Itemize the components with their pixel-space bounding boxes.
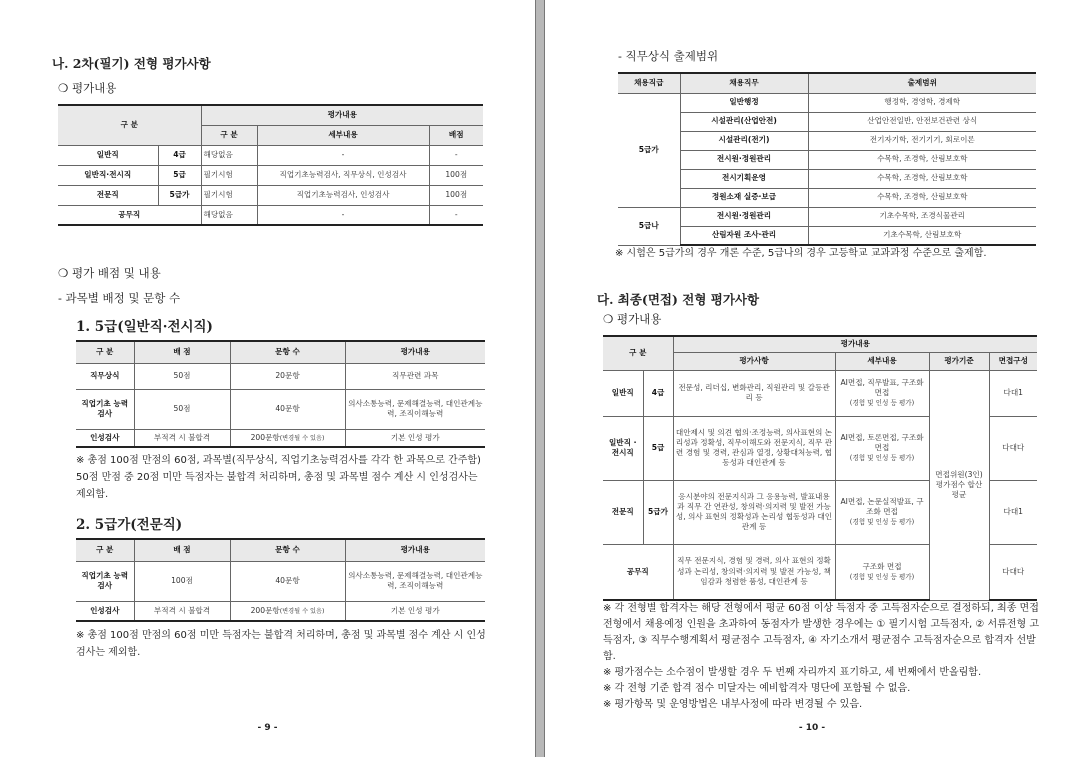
row-items: 응시분야의 전문지식과 그 응용능력, 발표내용과 직무 간 연관성, 창의력·의지력 및 발전 가능성, 의사 표현의 정확성과 논리성 협동성과 대인관계 등 [673,480,835,544]
scope-heading: - 직무상식 출제범위 [618,49,719,63]
table-row [58,165,483,185]
sub-header-score: 배점 [429,125,483,145]
row-count: 40문항 [230,561,345,601]
row-type: 해당없음 [201,145,257,165]
row-count: 20문항 [230,363,345,389]
row-grade: 4급 [643,370,673,416]
row-grade: 5급가 [643,480,673,544]
row-group: 일반직 [58,145,158,165]
header-count: 문항 수 [230,539,345,561]
row-content: 의사소통능력, 문제해결능력, 대인관계능력, 조직이해능력 [345,389,485,429]
scope-table [618,72,1036,246]
row-panel: 다대다 [989,416,1037,480]
count-value: 200문항 [250,605,280,615]
row-job: 정원소재 실증·보급 [680,188,808,207]
row-job: 시설관리(전기) [680,131,808,150]
table-row [76,363,485,389]
row-job: 시설관리(산업안전) [680,112,808,131]
table-row [618,112,1036,131]
row-items: 직무 전문지식, 경험 및 경력, 의사 표현의 정확성과 논리성, 창의력·의지력 및 발전 가능성, 책임감과 청렴한 품성, 대인관계 등 [673,544,835,600]
row-range: 기초수목학, 조경식물관리 [808,207,1036,226]
sub-header-gubun: 구 분 [201,125,257,145]
row-range: 산업안전일반, 안전보건관련 상식 [808,112,1036,131]
written-exam-table [58,104,483,226]
row-score: 100점 [134,561,230,601]
row-group: 일반직·전시직 [58,165,158,185]
row-items: 전문성, 리더십, 변화관리, 직원관리 및 갈등관리 등 [673,370,835,416]
row-group: 일반직 · 전시직 [603,416,643,480]
row-score: - [429,205,483,225]
detail-text: AI면접, 직무발표, 구조화 면접 [840,377,924,397]
count-value: 200문항 [250,432,280,442]
count-note: (변경될 수 있음) [279,434,325,442]
header-content: 평가내용 [345,341,485,363]
table-row [76,389,485,429]
table-row [618,188,1036,207]
row-count [230,429,345,447]
row-type: 필기시험 [201,165,257,185]
note-item: ※ 각 전형 기준 합격 점수 미달자는 예비합격자 명단에 포함될 수 없음. [603,683,911,694]
sub-header-panel: 면접구성 [989,352,1037,370]
header-content: 평가내용 [345,539,485,561]
row-name: 인성검사 [76,429,134,447]
row-detail [835,416,929,480]
row-items: 대안제시 및 의견 협의·조정능력, 의사표현의 논리성과 정확성, 직무이해도와 전문지식, 직무 관련 경험 및 경력, 관심과 열정, 상황대처능력, 협동성과 대인관계 등 [673,416,835,480]
table-row [618,150,1036,169]
row-panel: 다대다 [989,544,1037,600]
row-score: - [429,145,483,165]
content-heading: ❍ 평가내용 [58,81,117,95]
detail-note: (경험 및 인성 등 평가) [849,399,915,408]
row-panel: 다대1 [989,480,1037,544]
row-score: 100점 [429,185,483,205]
sub-header-items: 평가사항 [673,352,835,370]
section1-title: 1. 5급(일반직·전시직) [76,319,213,335]
row-group: 전문직 [58,185,158,205]
section-title-interview: 다. 최종(면접) 전형 평가사항 [597,292,760,307]
row-score: 100점 [429,165,483,185]
row-job: 일반행정 [680,93,808,112]
header-gubun: 구 분 [58,105,201,145]
note-item: ※ 각 전형별 합격자는 해당 전형에서 평균 60점 이상 득점자 중 고득점자순으로 결정하되, 최종 면접전형에서 채용예정 인원을 초과하여 동점자가 발생한 경우에는 ① 필기시험 고득점자, ② 서류전형 고득점자, ③ 직무수행계획서 평균점수 고득점자, ④ 자기소개서 평균점수 고득점자순으로 합격자 선발함. [603,603,1039,662]
detail-note: (경험 및 인성 등 평가) [849,572,915,581]
page-number: - 10 - [798,723,826,733]
row-name: 직무상식 [76,363,134,389]
section2-title: 2. 5급가(전문직) [76,517,183,533]
row-content: 기본 인성 평가 [345,429,485,447]
row-job: 전시원·정원관리 [680,150,808,169]
criteria-cell: 면접위원(3인) 평가점수 합산 평균 [929,370,989,600]
table-row [618,226,1036,245]
interview-table [603,335,1037,601]
row-detail: - [257,205,429,225]
row-score: 부적격 시 불합격 [134,601,230,621]
header-eval: 평가내용 [673,336,1037,352]
row-group: 공무직 [603,544,673,600]
grade-cell: 5급가 [618,93,680,207]
row-grade: 5급 [158,165,201,185]
header-eval: 평가내용 [201,105,483,125]
row-job: 전시원·정원관리 [680,207,808,226]
detail-note: (경험 및 인성 등 평가) [849,518,915,527]
detail-note: (경험 및 인성 등 평가) [849,454,915,463]
row-count [230,601,345,621]
section-title-written: 나. 2차(필기) 전형 평가사항 [52,56,211,71]
header-job: 채용직무 [680,73,808,93]
table-row [603,370,1037,416]
score-table-5grade-ga [76,538,485,622]
row-group: 전문직 [603,480,643,544]
row-range: 기초수목학, 산림보호학 [808,226,1036,245]
row-name: 인성검사 [76,601,134,621]
table-row [618,169,1036,188]
row-group: 공무직 [58,205,201,225]
interview-notes [603,601,1043,713]
count-note: (변경될 수 있음) [279,607,325,615]
table-row [58,205,483,225]
row-score: 50점 [134,363,230,389]
row-job: 전시기획운영 [680,169,808,188]
row-job: 산림자원 조사·관리 [680,226,808,245]
table-row [76,561,485,601]
grade-cell: 5급나 [618,207,680,245]
row-panel: 다대1 [989,370,1037,416]
allocation-heading: ❍ 평가 배점 및 내용 [58,266,161,280]
header-gubun: 구 분 [76,341,134,363]
page-10 [545,0,1079,757]
row-type: 해당없음 [201,205,257,225]
header-score: 배 점 [134,341,230,363]
detail-text: AI면접, 토론면접, 구조화 면접 [840,432,924,452]
score-table-5grade [76,340,485,448]
table-row [58,185,483,205]
header-grade: 채용직급 [618,73,680,93]
table-row [58,145,483,165]
row-range: 수목학, 조경학, 산림보호학 [808,188,1036,207]
header-gubun: 구 분 [76,539,134,561]
page-number: - 9 - [257,723,278,733]
row-range: 행정학, 경영학, 경제학 [808,93,1036,112]
row-detail: 직업기초능력검사, 직무상식, 인성검사 [257,165,429,185]
sub-header-criteria: 평가기준 [929,352,989,370]
row-grade: 5급 [643,416,673,480]
row-detail [835,544,929,600]
row-count: 40문항 [230,389,345,429]
allocation-subheading: - 과목별 배정 및 문항 수 [58,291,181,305]
table-row [618,131,1036,150]
note-5grade-ga: ※ 총점 100점 만점의 60점 미만 득점자는 불합격 처리하며, 총점 및 과목별 점수 계산 시 인성검사는 제외함. [76,630,486,658]
row-detail [835,370,929,416]
row-type: 필기시험 [201,185,257,205]
row-content: 기본 인성 평가 [345,601,485,621]
scope-note: ※ 시험은 5급가의 경우 개론 수준, 5급나의 경우 고등학교 교과과정 수준으로 출제함. [615,248,987,259]
row-detail [835,480,929,544]
row-group: 일반직 [603,370,643,416]
table-row [618,207,1036,226]
row-name: 직업기초 능력검사 [76,389,134,429]
sub-header-detail: 세부내용 [835,352,929,370]
row-grade: 5급가 [158,185,201,205]
row-detail: - [257,145,429,165]
row-grade: 4급 [158,145,201,165]
table-row [76,429,485,447]
table-row [76,601,485,621]
page-9 [0,0,535,757]
table-row [618,93,1036,112]
row-range: 수목학, 조경학, 산림보호학 [808,150,1036,169]
sub-header-detail: 세부내용 [257,125,429,145]
header-count: 문항 수 [230,341,345,363]
note-item: ※ 평가항목 및 운영방법은 내부사정에 따라 변경될 수 있음. [603,699,863,710]
row-content: 직무관련 과목 [345,363,485,389]
header-score: 배 점 [134,539,230,561]
row-range: 전기자기학, 전기기기, 회로이론 [808,131,1036,150]
page-gutter [535,0,545,757]
row-score: 50점 [134,389,230,429]
row-score: 부적격 시 불합격 [134,429,230,447]
detail-text: AI면접, 논문실적발표, 구조화 면접 [840,496,924,516]
note-5grade: ※ 총점 100점 만점의 60점, 과목별(직무상식, 직업기초능력검사를 각각 한 과목으로 간주함) 50점 만점 중 20점 미만 득점자는 불합격 처리하며, 총점 및 과목별 점수 계산 시 인성검사는 제외함. [76,455,481,500]
note-item: ※ 평가점수는 소수점이 발생할 경우 두 번째 자리까지 표기하고, 세 번째에서 반올림함. [603,667,982,678]
row-name: 직업기초 능력검사 [76,561,134,601]
header-gubun: 구 분 [603,336,673,370]
row-detail: 직업기초능력검사, 인성검사 [257,185,429,205]
row-content: 의사소통능력, 문제해결능력, 대인관계능력, 조직이해능력 [345,561,485,601]
interview-content-heading: ❍ 평가내용 [603,312,662,326]
row-range: 수목학, 조경학, 산림보호학 [808,169,1036,188]
header-range: 출제범위 [808,73,1036,93]
detail-text: 구조화 면접 [862,561,902,571]
